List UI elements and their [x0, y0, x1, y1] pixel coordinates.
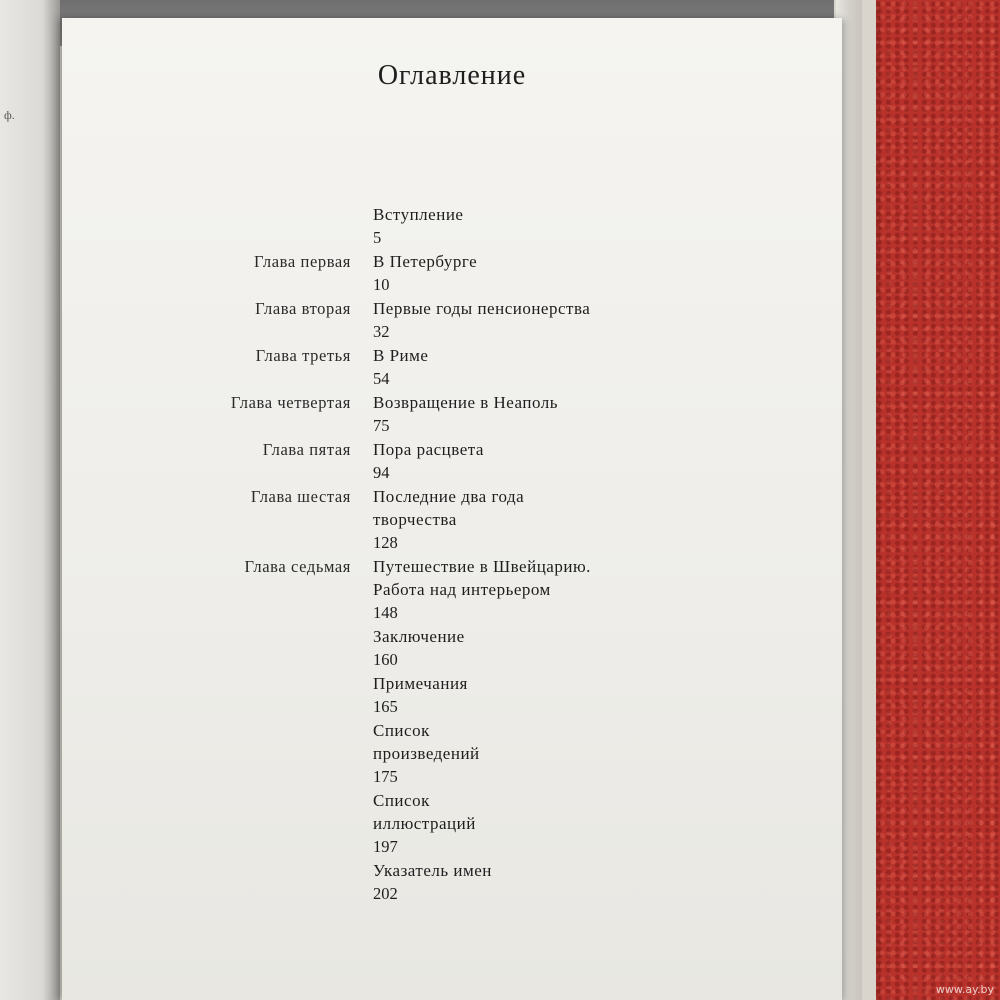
toc-page-number: 175: [373, 767, 398, 786]
toc-title: Примечания: [373, 674, 468, 693]
toc-entry: [62, 203, 842, 249]
toc-entry: [62, 555, 842, 624]
toc-title: Путешествие в Швейцарию. Работа над интерьером: [373, 557, 591, 599]
toc-chapter: [62, 625, 373, 626]
toc-page-number: 32: [373, 322, 390, 341]
table-of-contents: [62, 203, 842, 906]
toc-title: Возвращение в Неаполь: [373, 393, 558, 412]
toc-page-number: 165: [373, 697, 398, 716]
book-page: [62, 18, 842, 1000]
toc-page-number: 160: [373, 650, 398, 669]
toc-title: Список произведений: [373, 721, 480, 763]
toc-title: Список иллюстраций: [373, 791, 476, 833]
toc-entry: [62, 789, 842, 858]
page-title: Оглавление: [377, 60, 527, 91]
left-page-mark: ф.: [4, 108, 15, 122]
toc-chapter: Глава четвертая: [230, 393, 351, 412]
toc-entry: [62, 438, 842, 484]
toc-page-number: 197: [373, 837, 398, 856]
toc-title: В Риме: [373, 346, 429, 365]
toc-entry: [62, 719, 842, 788]
toc-entry: [62, 344, 842, 390]
toc-page-number: 10: [373, 275, 390, 294]
toc-page-number: 75: [373, 416, 390, 435]
toc-page-number: 202: [373, 884, 398, 903]
toc-title: Указатель имен: [373, 861, 492, 880]
toc-entry: [62, 297, 842, 343]
toc-chapter: [62, 719, 373, 720]
watermark: www.ay.by: [935, 983, 994, 996]
toc-page-number: 128: [373, 533, 398, 552]
toc-title: Первые годы пенсионерства: [373, 299, 591, 318]
toc-page-number: 54: [373, 369, 390, 388]
toc-chapter: Глава шестая: [250, 487, 351, 506]
toc-page-number: 5: [373, 228, 382, 247]
toc-title: В Петербурге: [373, 252, 478, 271]
toc-page-number: 94: [373, 463, 390, 482]
toc-title: Последние два года творчества: [373, 487, 525, 529]
toc-title: Пора расцвета: [373, 440, 484, 459]
toc-chapter: Глава первая: [254, 252, 351, 271]
toc-chapter: Глава пятая: [262, 440, 351, 459]
toc-chapter: Глава третья: [255, 346, 351, 365]
toc-title: Заключение: [373, 627, 465, 646]
toc-entry: [62, 250, 842, 296]
toc-entry: [62, 625, 842, 671]
toc-entry: [62, 485, 842, 554]
toc-entry: [62, 859, 842, 905]
toc-chapter: Глава седьмая: [244, 557, 351, 576]
toc-chapter: [62, 672, 373, 673]
toc-chapter: [62, 859, 373, 860]
toc-page-number: 148: [373, 603, 398, 622]
toc-chapter: [62, 203, 373, 204]
toc-chapter: [62, 789, 373, 790]
toc-entry: [62, 672, 842, 718]
toc-chapter: Глава вторая: [255, 299, 351, 318]
left-page: [0, 0, 60, 1000]
toc-entry: [62, 391, 842, 437]
toc-title: Вступление: [373, 205, 464, 224]
